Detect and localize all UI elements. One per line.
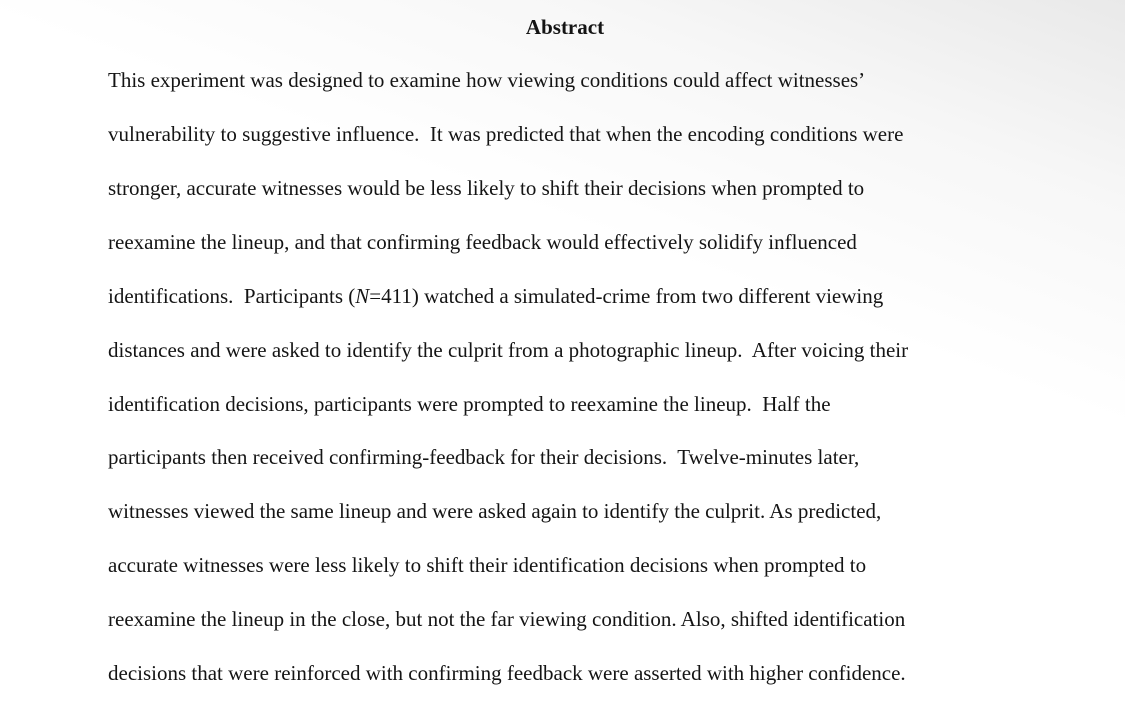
sample-size-symbol: N: [355, 284, 370, 308]
abstract-line-2: vulnerability to suggestive influence. It was predicted that when the encoding conditions were: [108, 122, 904, 146]
abstract-line-11: reexamine the lineup in the close, but not the far viewing condition. Also, shifted identification: [108, 607, 906, 631]
abstract-line-5-pre: identifications. Participants (: [108, 284, 356, 308]
abstract-line-10: accurate witnesses were less likely to shift their identification decisions when prompted to: [108, 553, 867, 577]
abstract-heading: Abstract: [525, 15, 605, 39]
abstract-line-12: decisions that were reinforced with confirming feedback were asserted with higher confidence.: [108, 661, 906, 685]
abstract-line-8: participants then received confirming-feedback for their decisions. Twelve-minutes later,: [108, 445, 860, 469]
abstract-line-3: stronger, accurate witnesses would be less likely to shift their decisions when prompted to: [108, 176, 865, 200]
abstract-line-6: distances and were asked to identify the culprit from a photographic lineup. After voicing their: [108, 338, 909, 362]
abstract-line-5-post: =411) watched a simulated-crime from two different viewing: [369, 284, 884, 308]
abstract-line-9: witnesses viewed the same lineup and were asked again to identify the culprit. As predicted,: [108, 499, 882, 523]
abstract-line-5: [108, 282, 883, 310]
abstract-line-7: identification decisions, participants were prompted to reexamine the lineup. Half the: [108, 392, 831, 416]
abstract-line-4: reexamine the lineup, and that confirming feedback would effectively solidify influenced: [108, 230, 857, 254]
abstract-line-1: This experiment was designed to examine how viewing conditions could affect witnesses’: [108, 68, 866, 92]
